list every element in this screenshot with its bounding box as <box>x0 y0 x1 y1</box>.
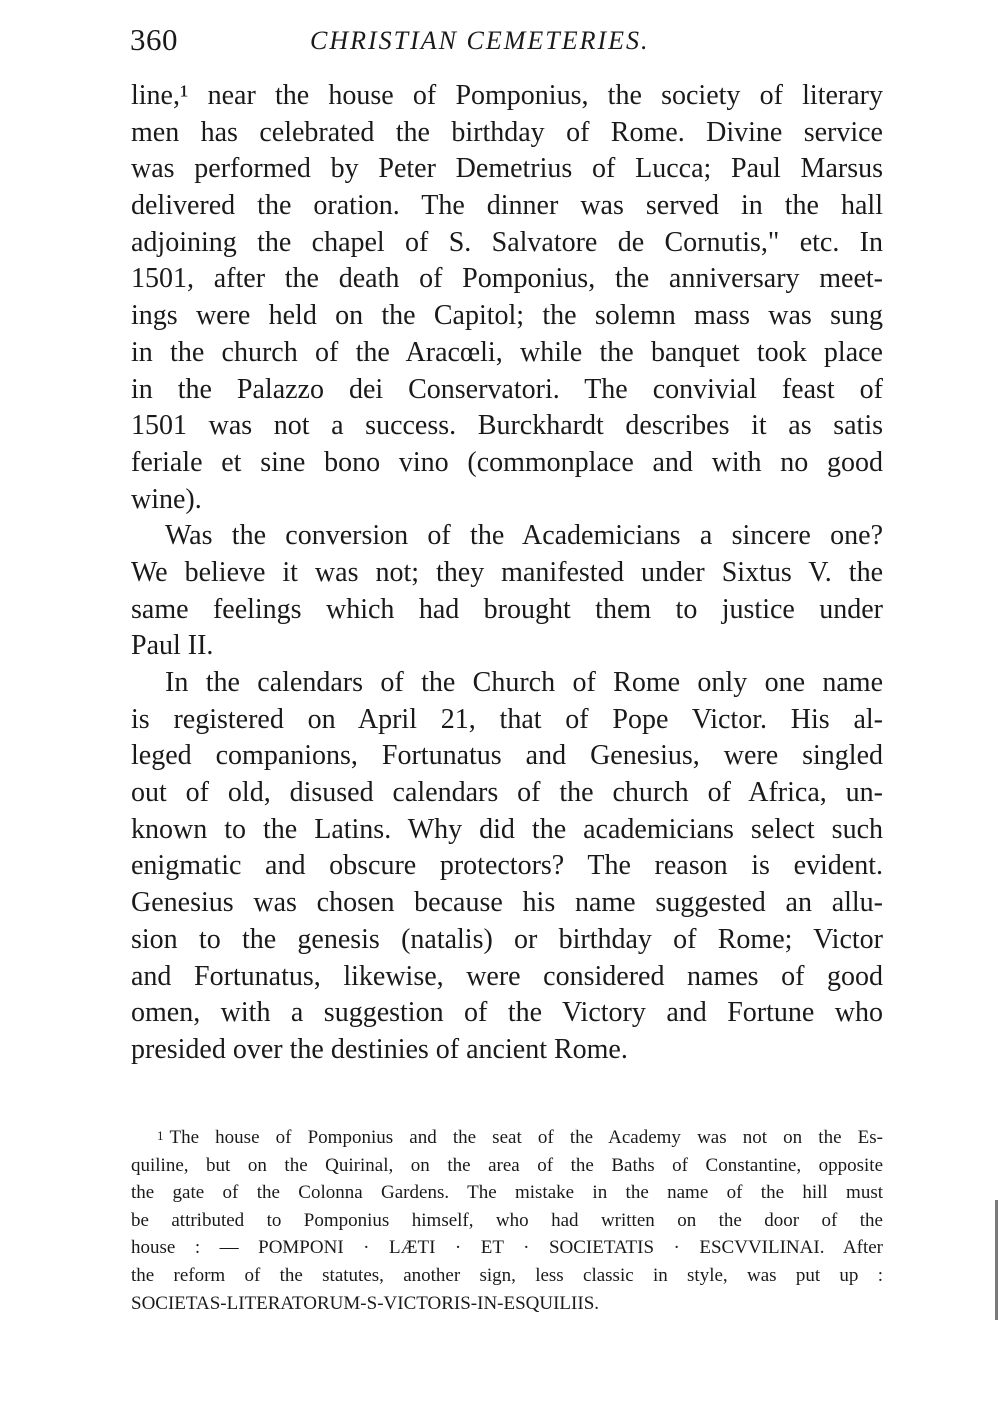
text-line: 1501 was not a success. Burckhardt describes it as satis <box>131 410 883 442</box>
footnote-line: the gate of the Colonna Gardens. The mistake in the name of the hill must <box>131 1182 883 1204</box>
text-line: presided over the destinies of ancient Rome. <box>131 1033 628 1065</box>
footnote-line: quiline, but on the Quirinal, on the area of the Baths of Constantine, opposite <box>131 1154 883 1176</box>
text-line: was performed by Peter Demetrius of Lucca; Paul Marsus <box>131 153 883 185</box>
footnote-line: the reform of the statutes, another sign, less classic in style, was put up : <box>131 1264 883 1286</box>
text-line: and Fortunatus, likewise, were considered names of good <box>131 960 883 992</box>
page-edge-shadow <box>995 1200 998 1320</box>
text-line: Paul II. <box>131 630 214 662</box>
footnote <box>131 1124 883 1317</box>
text-line: We believe it was not; they manifested under Sixtus V. the <box>131 556 883 588</box>
text-line: line,¹ near the house of Pomponius, the society of literary <box>131 80 883 111</box>
text-line: is registered on April 21, that of Pope Victor. His al- <box>131 703 883 735</box>
paragraph-2 <box>131 518 883 665</box>
text-line: Was the conversion of the Academicians a sincere one? <box>165 520 883 552</box>
text-line: out of old, disused calendars of the church of Africa, un- <box>131 777 883 809</box>
text-line: ings were held on the Capitol; the solemn mass was sung <box>131 300 883 332</box>
text-line: enigmatic and obscure protectors? The reason is evident. <box>131 850 883 882</box>
page-header <box>130 22 890 62</box>
text-line: feriale et sine bono vino (commonplace and with no good <box>131 446 883 478</box>
text-line: adjoining the chapel of S. Salvatore de Cornutis," etc. In <box>131 226 883 258</box>
text-line: Genesius was chosen because his name suggested an allu- <box>131 887 883 919</box>
text-line: same feelings which had brought them to justice under <box>131 593 883 625</box>
body-text <box>131 78 883 1069</box>
text-line: delivered the oration. The dinner was served in the hall <box>131 190 883 222</box>
footnote-line: be attributed to Pomponius himself, who had written on the door of the <box>131 1209 883 1231</box>
paragraph-3 <box>131 665 883 1069</box>
text-line: In the calendars of the Church of Rome only one name <box>165 667 883 698</box>
footnote-line: house : — POMPONI · LÆTI · ET · SOCIETATIS · ESCVVILINAI. After <box>131 1237 883 1259</box>
text-line: known to the Latins. Why did the academicians select such <box>131 813 883 845</box>
text-line: sion to the genesis (natalis) or birthday of Rome; Victor <box>131 923 883 955</box>
paragraph-1 <box>131 78 883 518</box>
text-line: omen, with a suggestion of the Victory and Fortune who <box>131 997 883 1029</box>
footnote-marker: 1 <box>157 1128 164 1143</box>
text-line: in the church of the Aracœli, while the banquet took place <box>131 336 883 368</box>
footnote-text: The house of Pomponius and the seat of the Academy was not on the Es- <box>169 1127 883 1148</box>
text-line: in the Palazzo dei Conservatori. The convivial feast of <box>131 373 883 405</box>
text-line: wine). <box>131 483 202 515</box>
footnote-line: SOCIETAS-LITERATORUM-S-VICTORIS-IN-ESQUILIIS. <box>131 1292 600 1314</box>
running-title: CHRISTIAN CEMETERIES. <box>310 26 650 55</box>
text-line: 1501, after the death of Pomponius, the anniversary meet- <box>131 263 883 295</box>
footnote-line <box>131 1124 883 1152</box>
page-number: 360 <box>130 22 178 57</box>
text-line: men has celebrated the birthday of Rome. Divine service <box>131 116 883 148</box>
text-line: leged companions, Fortunatus and Genesius, were singled <box>131 740 883 772</box>
